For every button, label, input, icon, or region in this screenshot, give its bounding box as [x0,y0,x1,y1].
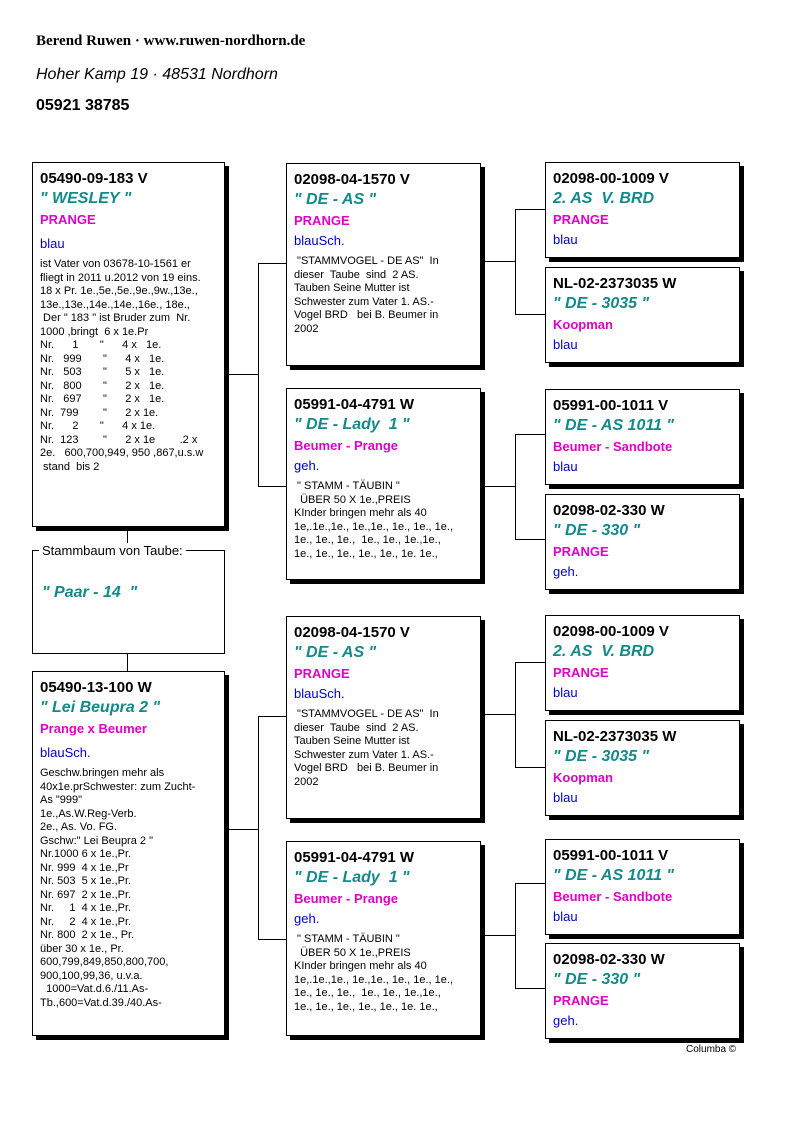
ring-number: 02098-02-330 W [553,502,665,519]
connector-line [515,434,516,539]
ring-number: 02098-02-330 W [553,951,665,968]
pigeon-name: " DE - AS 1011 " [553,417,674,434]
breeder: PRANGE [294,213,350,228]
pigeon-name: " WESLEY " [40,190,132,207]
dam-dam-card [286,841,481,1036]
color: blau [553,685,578,700]
notes: ist Vater von 03678-10-1561 er fliegt in 2011 u.2012 von 19 eins. 18 x Pr. 1e.,5e.,5e.,9e.,9w.,13e., 13e.,13e.,14e.,14e.,16e., 18e., Der " 183 " ist Bruder zum Nr. 1000 ,bringt 6 x 1e.Pr Nr. 1 " 4 x 1e. Nr. 999 " 4 x 1e. Nr. 503 " 5 x 1e. Nr. 800 " 2 x 1e. Nr. 697 " 2 x 1e. Nr. 799 " 2 x 1e. Nr. 2 " 4 x 1e. Nr. 123 " 2 x 1e .2 x 2e. 600,700,949, 950 ,867,u.s.w stand bis 2 [40,258,204,473]
notes: " STAMM - TÄUBIN " ÜBER 50 X 1e.,PREIS KInder bringen mehr als 40 1e,.1e.,1e., 1e.,1e., 1e., 1e., 1e., 1e., 1e., 1e., 1e., 1e., 1e.,1e., 1e., 1e., 1e., 1e., 1e., 1e. 1e., [294,480,454,560]
color: blau [40,236,65,251]
ring-number: 05991-00-1011 V [553,397,669,414]
sss-card [545,162,740,258]
color: blau [553,909,578,924]
connector-line [481,935,515,936]
connector-line [481,261,515,262]
sire-sire-card [286,163,481,366]
connector-line [515,662,545,663]
pigeon-name: " DE - 330 " [553,971,641,988]
ring-number: 05991-04-4791 W [294,849,415,866]
ring-number: 02098-00-1009 V [553,170,669,187]
connector-line [515,539,545,540]
pigeon-name: " DE - 330 " [553,522,641,539]
color: blauSch. [294,233,345,248]
pigeon-name: " DE - 3035 " [553,748,650,765]
breeder: Beumer - Sandbote [553,439,673,454]
breeder: Beumer - Sandbote [553,889,673,904]
color: geh. [294,911,320,926]
connector-line [481,486,515,487]
ring-number: 02098-00-1009 V [553,623,669,640]
ring-number: 05991-00-1011 V [553,847,669,864]
notes: "STAMMVOGEL - DE AS" In dieser Taube sind 2 AS. Tauben Seine Mutter ist Schwester zum Vater 1. AS.- Vogel BRD bei B. Beumer in 2002 [294,708,439,788]
connector-line [258,486,286,487]
pigeon-name: " Lei Beupra 2 " [40,699,161,716]
pigeon-name: " DE - Lady 1 " [294,416,410,433]
breeder: Koopman [553,317,613,332]
pigeon-name: " DE - AS " [294,644,377,661]
sire-card [32,162,225,527]
dds-card [545,839,740,935]
header-name-website: Berend Ruwen · www.ruwen-nordhorn.de [36,33,306,49]
pigeon-name: 2. AS V. BRD [553,190,655,207]
breeder: PRANGE [553,212,609,227]
color: blauSch. [40,745,91,760]
notes: Geschw.bringen mehr als 40x1e.prSchwester: zum Zucht- As "999" 1e.,As.W.Reg-Verb. 2e., As. Vo. FG. Gschw:" Lei Beupra 2 " Nr.1000 6 x 1e.,Pr. Nr. 999 4 x 1e.,Pr Nr. 503 5 x 1e.,Pr. Nr. 697 2 x 1e.,Pr. Nr. 1 4 x 1e.,Pr. Nr. 2 4 x 1e.,Pr. Nr. 800 2 x 1e., Pr. über 30 x 1e., Pr. 600,799,849,850,800,700, 900,100,99,36, u.v.a. 1000=Vat.d.6./11.As- Tb.,600=Vat.d.39./40.As- [40,767,196,1009]
dam-card [32,671,225,1036]
notes: " STAMM - TÄUBIN " ÜBER 50 X 1e.,PREIS KInder bringen mehr als 40 1e,.1e.,1e., 1e.,1e., 1e., 1e., 1e., 1e., 1e., 1e., 1e., 1e., 1e.,1e., 1e., 1e., 1e., 1e., 1e., 1e. 1e., [294,933,454,1013]
ssd-card [545,267,740,363]
connector-line [515,662,516,767]
breeder: Prange x Beumer [40,721,147,736]
color: geh. [553,564,579,579]
breeder: PRANGE [553,993,609,1008]
color: geh. [553,1013,579,1028]
connector-line [225,829,258,830]
color: geh. [294,458,320,473]
subject-box [32,550,225,654]
ring-number: 05991-04-4791 W [294,396,415,413]
color: blau [553,337,578,352]
breeder: Koopman [553,770,613,785]
breeder: PRANGE [40,212,96,227]
sire-dam-card [286,388,481,580]
pigeon-name: " DE - 3035 " [553,295,650,312]
breeder: PRANGE [553,544,609,559]
subject-name: " Paar - 14 " [42,584,138,601]
notes: "STAMMVOGEL - DE AS" In dieser Taube sind 2 AS. Tauben Seine Mutter ist Schwester zum Vater 1. AS.- Vogel BRD bei B. Beumer in 2002 [294,255,439,335]
connector-line [515,883,545,884]
dss-card [545,615,740,711]
ddd-card [545,943,740,1039]
footer-credit: Columba © [686,1044,737,1055]
header-phone: 05921 38785 [36,97,130,114]
color: blau [553,790,578,805]
breeder: Beumer - Prange [294,891,399,906]
connector-line [515,767,545,768]
connector-line [515,209,516,314]
connector-line [225,374,258,375]
connector-line [258,716,286,717]
ring-number: 05490-13-100 W [40,679,152,696]
connector-line [515,209,545,210]
color: blau [553,232,578,247]
pigeon-name: " DE - Lady 1 " [294,869,410,886]
breeder: PRANGE [294,666,350,681]
dam-sire-card [286,616,481,819]
connector-line [127,654,128,671]
connector-line [515,314,545,315]
connector-line [258,716,259,939]
pigeon-name: 2. AS V. BRD [553,643,655,660]
connector-line [258,939,286,940]
sdd-card [545,494,740,590]
connector-line [258,263,259,486]
ring-number: 02098-04-1570 V [294,624,410,641]
ring-number: NL-02-2373035 W [553,728,677,745]
ring-number: 05490-09-183 V [40,170,148,187]
subject-label: Stammbaum von Taube: [39,543,186,558]
ring-number: NL-02-2373035 W [553,275,677,292]
ring-number: 02098-04-1570 V [294,171,410,188]
connector-line [481,714,515,715]
header-address: Hoher Kamp 19 · 48531 Nordhorn [36,66,278,83]
sds-card [545,389,740,485]
color: blau [553,459,578,474]
connector-line [258,263,286,264]
color: blauSch. [294,686,345,701]
breeder: PRANGE [553,665,609,680]
connector-line [515,883,516,988]
pigeon-name: " DE - AS 1011 " [553,867,674,884]
connector-line [515,434,545,435]
connector-line [515,988,545,989]
pigeon-name: " DE - AS " [294,191,377,208]
dsd-card [545,720,740,816]
breeder: Beumer - Prange [294,438,399,453]
